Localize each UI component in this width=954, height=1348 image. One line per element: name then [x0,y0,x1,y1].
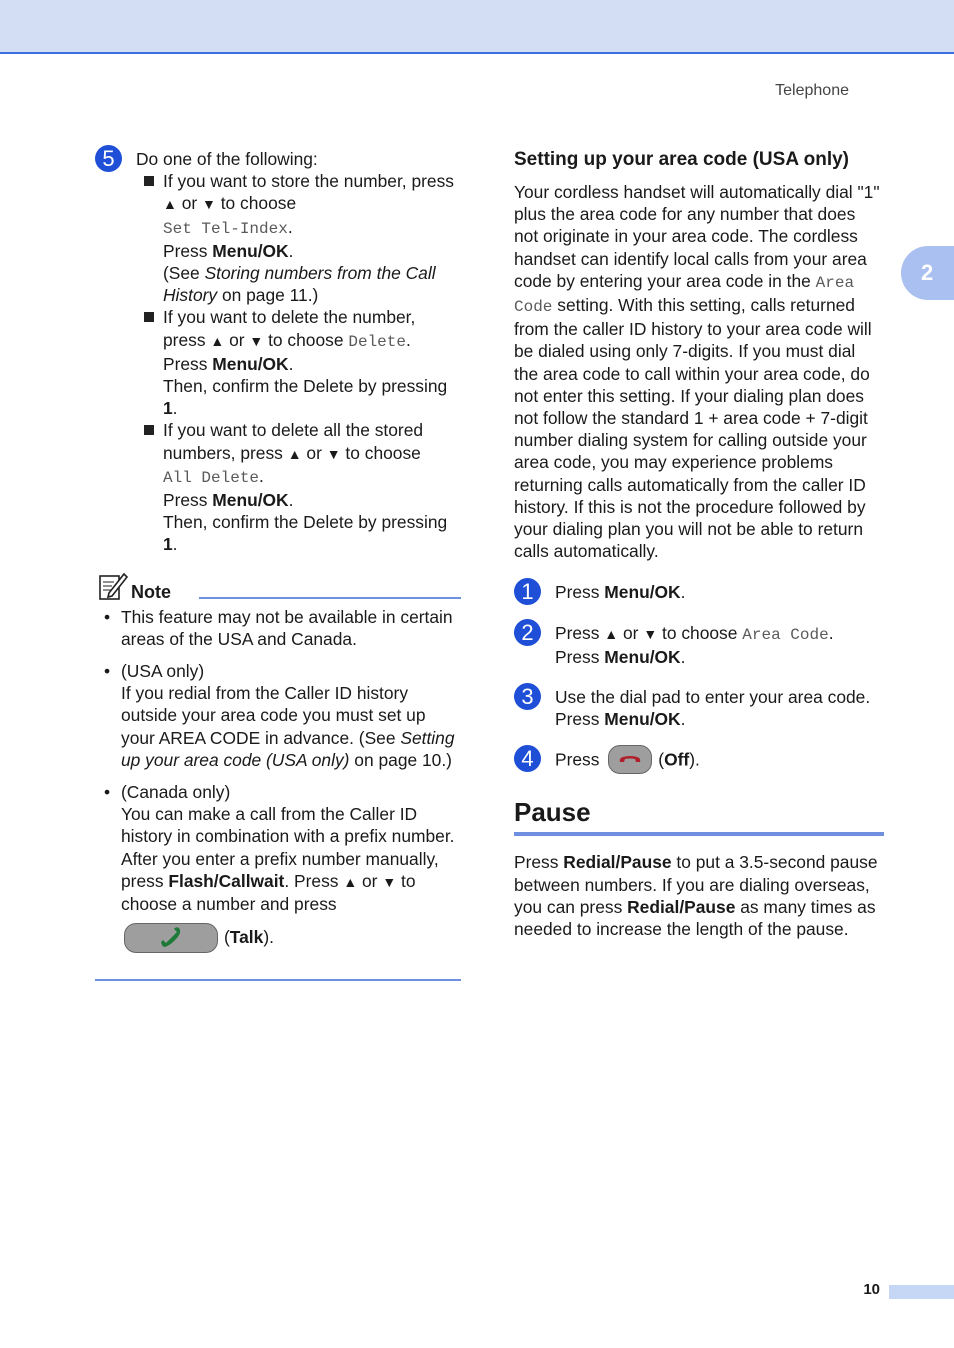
header-band [0,0,954,54]
step-2: 2 Press ▲ or ▼ to choose Area Code. Press Menu/OK. [514,622,884,668]
menu-option: Area Code [742,625,829,644]
note-pencil-icon [98,571,128,601]
down-arrow-icon: ▼ [326,445,341,462]
key-label: 1 [163,534,173,555]
key-label: Menu/OK [212,490,289,511]
note-box [95,576,461,982]
note-list [95,606,461,982]
cross-reference: Setting up your area code (USA only) [121,727,455,770]
menu-option: Set Tel-Index [163,219,288,238]
key-label: Redial/Pause [563,852,672,873]
list-item: • (Canada only) You can make a call from the Caller ID history in combination with a prefix number. After you enter a prefix number manually, press Flash/Callwait. Press ▲ or ▼ to choose a number and press (Talk). [95,781,461,959]
key-label: Menu/OK [604,646,681,667]
key-label: 1 [163,398,173,419]
up-arrow-icon: ▲ [163,196,177,213]
down-arrow-icon: ▼ [202,196,216,213]
step-number: 3 [514,683,541,710]
option-delete: If you want to delete the number, press ▲ or ▼ to choose Delete. Press Menu/OK. Then, confirm the Delete by pressing 1. [136,306,461,419]
down-arrow-icon: ▼ [249,332,264,349]
up-arrow-icon: ▲ [287,445,302,462]
talk-button-icon [124,923,218,953]
pause-paragraph: Press Redial/Pause to put a 3.5-second pause between numbers. If you are dialing overseas, you can press Redial/Pause as many times as needed to increase the length of the pause. [514,852,878,940]
area-code-paragraph: Your cordless handset will automatically dial "1" plus the area code for any number that does not originate in your area code. The cordless handset can identify local calls from your area code by entering your area code in the Area Code setting. With this setting, calls returned from the caller ID history to your area code will be dialed using only 7-digits. If you must dial the area code to call within your area code, do not enter this setting. If your dialing plan does not follow the standard 1 + area code + 7-digit number dialing system for calling outside your area code, you may experience problems returning calls automatically from the caller ID history. If this is not the procedure followed by your dialing plan you will not be able to return calls automatically. [514,182,880,562]
key-label: Off [664,750,690,771]
chapter-tab [901,246,954,300]
step-intro: Do one of the following: [136,149,318,169]
note-rule [199,597,461,599]
right-column [514,148,884,940]
handset-icon [125,924,217,952]
menu-option: Delete [348,332,406,351]
pause-heading: Pause [514,796,884,836]
area-code-heading: Setting up your area code (USA only) [514,149,850,170]
up-arrow-icon: ▲ [210,332,225,349]
step-number: 2 [514,619,541,646]
list-item: • This feature may not be available in certain areas of the USA and Canada. [95,606,461,650]
key-label: Menu/OK [604,709,681,730]
step-4: 4 Press (Off). [514,748,884,774]
chapter-number: 2 [921,260,934,285]
note-title: Note [131,581,171,602]
up-arrow-icon: ▲ [343,873,358,890]
left-column [95,148,461,981]
key-label: Redial/Pause [627,896,736,917]
step-number: 4 [514,745,541,772]
down-arrow-icon: ▼ [643,625,658,642]
page-number: 10 [863,1281,880,1298]
key-label: Menu/OK [604,582,681,603]
step-5 [95,148,461,556]
key-label: Menu/OK [212,353,289,374]
cross-reference: Storing numbers from the Call History [163,263,436,306]
down-arrow-icon: ▼ [382,873,397,890]
menu-option: All Delete [163,468,260,487]
key-label: Flash/Callwait [168,870,285,891]
page-number-bar [889,1285,954,1299]
step-number: 5 [95,145,122,172]
step-number: 1 [514,578,541,605]
option-store: If you want to store the number, press ▲ or ▼ to choose Set Tel-Index. Press Menu/OK. (See Storing numbers from the Call History on page 11.) [136,170,461,306]
note-header [95,576,461,606]
running-head: Telephone [775,82,849,99]
hang-up-icon [609,746,651,773]
off-button-icon [608,745,652,774]
step-1: 1 Press Menu/OK. [514,581,884,603]
step-3: 3 Use the dial pad to enter your area code. Press Menu/OK. [514,686,884,730]
key-label: Talk [229,927,264,948]
list-item: • (USA only) If you redial from the Caller ID history outside your area code you must set up your AREA CODE in advance. (See Setting up your area code (USA only) on page 10.) [95,660,461,771]
key-label: Menu/OK [212,240,289,261]
option-delete-all: If you want to delete all the stored numbers, press ▲ or ▼ to choose All Delete. Press Menu/OK. Then, confirm the Delete by pressing 1. [136,419,461,555]
up-arrow-icon: ▲ [604,625,619,642]
menu-option: Area Code [514,273,855,317]
